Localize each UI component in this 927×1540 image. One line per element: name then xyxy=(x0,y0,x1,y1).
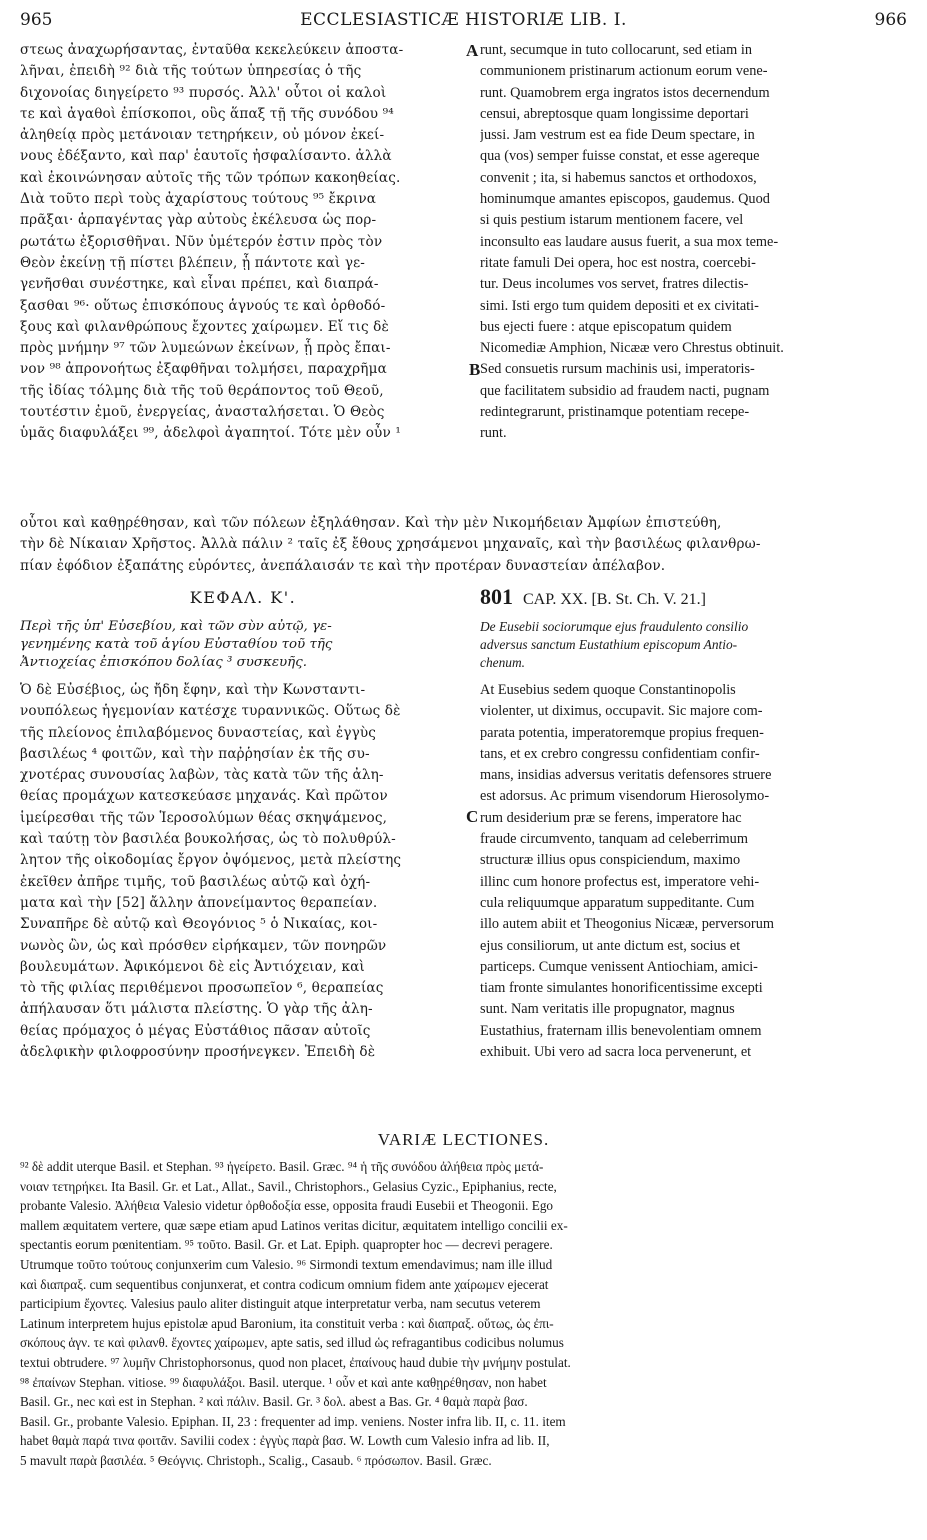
text-line: βασιλέως ⁴ φοιτῶν, καὶ τὴν παῤῥησίαν ἐκ τῆς συ- xyxy=(20,745,370,762)
text-line: ματα καὶ τὴν [52] ἄλλην ἀπονείμαντος θεραπείαν. xyxy=(20,894,378,911)
greek-column-top xyxy=(20,40,466,445)
text-line: sunt. Nam veritatis ille propugnator, magnus xyxy=(480,1001,735,1018)
text-line: τουτέστιν ἐμοῦ, ἐνεργείας, ἀνασταλήσεται. Ὁ Θεὸς xyxy=(20,404,385,421)
subtitle-line: adversus sanctum Eustathium episcopum Antio- xyxy=(480,637,738,652)
text-line: ἀληθείᾳ πρὸς μετάνοιαν τετηρήκειν, οὐ μόνον ἐκεί- xyxy=(20,127,385,144)
text-line: ejus consiliorum, ut ante dictum est, socius et xyxy=(480,937,741,954)
text-line: οὗτοι καὶ καθῃρέθησαν, καὶ τῶν πόλεων ἐξηλάθησαν. Καὶ τὴν μὲν Νικομήδειαν Ἀμφίων ἐπιστεύθη, xyxy=(20,515,722,531)
note-line: Basil. Gr., probante Valesio. Epiphan. II, 23 : frequenter ad imp. veniens. Noster infra lib. II, c. 11. item xyxy=(20,1413,566,1429)
text-line: convenit ; ita, si habemus sanctos et orthodoxos, xyxy=(480,169,757,186)
running-head xyxy=(20,10,907,34)
text-line: cula reliquumque apparatum suppeditante. Cum xyxy=(480,894,755,911)
text-line: jussi. Jam vestrum est ea fide Deum spectare, in xyxy=(480,127,755,144)
text-line: fraude circumvento, tanquam ad celeberrimum xyxy=(480,831,748,848)
text-line: Nicomediæ Amphion, Nicææ vero Chrestus obtinuit. xyxy=(480,340,784,357)
variae-lectiones-title: VARIÆ LECTIONES. xyxy=(377,1130,550,1149)
greek-chapter-subtitle xyxy=(20,618,466,672)
subtitle-line: Περὶ τῆς ὑπ' Εὐσεβίου, καὶ τῶν σὺν αὐτῷ, γε- xyxy=(20,619,332,634)
text-line: ρωτάτω ἐξορισθῆναι. Νῦν ὑμέτερόν ἐστιν πρὸς τὸν xyxy=(20,233,383,250)
latin-column-body xyxy=(480,680,908,1063)
note-line: textui obtrudere. ⁹⁷ λυμῆν Christophorsonus, quod non placet, ἐπαίνους haud dubie τὴν μνήμην postulat. xyxy=(20,1354,571,1370)
text-line: νους ἐδέξαντο, καὶ παρ' ἑαυτοῖς ἠσφαλίσαντο. ἀλλὰ xyxy=(20,148,392,165)
latin-chapter-heading xyxy=(480,584,908,610)
variae-lectiones-notes xyxy=(20,1157,910,1471)
margin-marker-b: B xyxy=(469,360,481,379)
text-line: χνοτέρας συνουσίας λαβὼν, τὰς κατὰ τῶν τῆς ἀλη- xyxy=(20,767,384,784)
note-line: participium ἔχοντες. Valesius paulo aliter distinguit atque interpretatur verba, nam secutus veterem xyxy=(20,1296,541,1312)
text-line: est adorsus. Ac primum visendorum Hierosolymo- xyxy=(480,788,770,805)
note-line: Utrumque τοῦτο τούτους conjunxerim cum Valesio. ⁹⁶ Sirmondi textum emendavimus; nam ille illud xyxy=(20,1256,553,1272)
greek-column-body xyxy=(20,680,466,1063)
text-line: rum desiderium præ se ferens, imperatore hac xyxy=(480,809,742,826)
text-line: Sed consuetis rursum machinis usi, imperatoris- xyxy=(480,361,755,378)
greek-chapter-heading: ΚΕΦΑΛ. Κ'. xyxy=(189,588,297,607)
text-line: τῆς πλείονος ἐπιλαβόμενος δυναστείας, καὶ ἐγγὺς xyxy=(20,724,377,741)
subtitle-line: chenum. xyxy=(480,655,525,670)
note-line: νοιαν τετηρήκει. Ita Basil. Gr. et Lat., Allat., Savil., Christophors., Gelasius Cyzic., Epiphanius, recte, xyxy=(20,1178,557,1194)
text-line: tans, et ex crebro congressu confidentiam confir- xyxy=(480,745,760,762)
text-line: inconsulto eas laudare ausus fuerit, a sua mox teme- xyxy=(480,233,779,250)
text-line: νον ⁹⁸ ἀπρονοήτως ἐξαφθῆναι τολμήσει, παραχρῆμα xyxy=(20,361,387,378)
text-line: νουπόλεως ἡγεμονίαν κατέσχε τυραννικῶς. Οὕτως δὲ xyxy=(20,703,401,720)
text-line: τῆς ἰδίας τόλμης διὰ τῆς τοῦ θεράποντος τοῦ Θεοῦ, xyxy=(20,382,384,399)
text-line: runt. xyxy=(480,425,507,442)
text-line: βουλευμάτων. Ἀφικόμενοι δὲ εἰς Ἀντιόχειαν, καὶ xyxy=(20,958,365,975)
text-line: runt, secumque in tuto collocarunt, sed etiam in xyxy=(480,42,752,58)
note-line: spectantis eorum pœnitentiam. ⁹⁵ τοῦτο. Basil. Gr. et Lat. Epiph. quapropter hoc — decrevi peragere. xyxy=(20,1237,553,1253)
note-line: 5 mavult παρὰ βασιλέα. ⁵ Θεόγνις. Christoph., Scalig., Casaub. ⁶ πρόσωπον. Basil. Græc. xyxy=(20,1452,492,1468)
text-line: Ὁ δὲ Εὐσέβιος, ὡς ἤδη ἔφην, καὶ τὴν Κωνσταντι- xyxy=(20,682,366,698)
text-line: structuræ illius opus conspiciendum, maximo xyxy=(480,852,741,869)
text-line: λῆναι, ἐπειδὴ ⁹² διὰ τῆς τούτων ὑπηρεσίας ὁ τῆς xyxy=(20,63,362,80)
text-line: ξασθαι ⁹⁶· οὕτως ἐπισκόπους ἁγνούς τε καὶ ὀρθοδό- xyxy=(20,297,386,314)
note-line: mallem æquitatem vertere, quæ sæpe etiam apud Latinos veritas dicitur, æquitatem intelligo concilii ex- xyxy=(20,1217,568,1233)
text-line: τὴν δὲ Νίκαιαν Χρῆστος. Ἀλλὰ πάλιν ² ταῖς ἐξ ἔθους χρησάμενοι μηχαναῖς, καὶ τὴν βασιλέως φιλανθρω- xyxy=(20,536,761,553)
text-line: violenter, ut diximus, occupavit. Sic majore com- xyxy=(480,703,763,720)
text-line: πίαν ἐφόδιον ἐξαπάτης εὑρόντες, ἀνεπάλαισάν τε καὶ τὴν προτέραν δυναστείαν ἀπέλαβον. xyxy=(20,557,666,574)
text-line: exhibuit. Ubi vero ad sacra loca pervenerunt, et xyxy=(480,1044,752,1061)
text-line: hominumque amantes episcopos, gaudemus. Quod xyxy=(480,191,770,208)
text-line: illinc cum honore profectus est, imperatore vehi- xyxy=(480,873,760,890)
text-line: tur. Deus incolumes vos servet, fratres dilectis- xyxy=(480,276,749,293)
text-line: simi. Isti ergo tum quidem depositi et ex civitati- xyxy=(480,297,759,314)
text-line: Θεὸν ἐκείνῃ τῇ πίστει βλέπειν, ᾗ πάντοτε καὶ γε- xyxy=(20,254,366,271)
text-line: parata potentia, imperatoremque propius frequen- xyxy=(480,724,764,741)
text-line: At Eusebius sedem quoque Constantinopolis xyxy=(480,682,736,698)
running-title: ECCLESIASTICÆ HISTORIÆ LIB. I. xyxy=(300,10,627,30)
text-line: ἱμείρεσθαι τῆς τῶν Ἱεροσολύμων θέας σκηψάμενος, xyxy=(20,809,388,826)
note-line: Latinum interpretem hujus epistolæ apud Baronium, ita constituit verba : καὶ διαπραξ. οὕτως, ὡς ἐπι- xyxy=(20,1315,554,1331)
note-line: καὶ διαπραξ. cum sequentibus conjunxerat, et contra codicum omnium fidem ante χαίρωμεν ejecerat xyxy=(20,1276,549,1292)
margin-marker-c: C xyxy=(466,807,479,826)
greek-full-width-text xyxy=(20,513,910,577)
text-line: censui, abreptosque quam longissime deportari xyxy=(480,105,749,122)
latin-chapter-subtitle xyxy=(480,618,908,672)
text-line: redintegrarunt, pristinamque potentiam recepe- xyxy=(480,404,750,421)
text-line: illo autem abiit et Theogonius Nicææ, perversorum xyxy=(480,916,774,933)
note-line: σκόπους ἁγν. τε καὶ φιλανθ. ἔχοντες χαίρωμεν, apte satis, sed illud ὡς refragantibus codicibus nolumus xyxy=(20,1335,564,1351)
note-line: Basil. Gr., nec καὶ est in Stephan. ² καὶ πάλιν. Basil. Gr. ³ δολ. abest a Bas. Gr. ⁴ θαμὰ παρὰ βασ. xyxy=(20,1394,528,1410)
latin-column-top xyxy=(480,40,908,445)
text-line: ἀδελφικὴν φιλοφροσύνην προσήνεγκεν. Ἐπειδὴ δὲ xyxy=(20,1044,376,1061)
text-line: διχονοίας διηγείρετο ⁹³ πυρσός. Ἀλλ' οὗτοι οἱ καλοὶ xyxy=(20,84,387,101)
latin-chapter-label: CAP. XX. [B. St. Ch. V. 21.] xyxy=(523,591,707,608)
note-line: habet θαμὰ παρά τινα φοιτᾶν. Savilii codex : ἐγγὺς παρὰ βασ. W. Lowth cum Valesio infra ad lib. II, xyxy=(20,1433,550,1449)
text-line: qua (vos) semper fuisse constat, et esse agereque xyxy=(480,148,760,165)
note-line: probante Valesio. Ἀλήθεια Valesio videtur ὀρθοδοξία esse, opposita fraudi Eusebii et Theogonii. Ego xyxy=(20,1198,554,1214)
text-line: ἀπήλαυσαν ὅτι μάλιστα πλείστης. Ὁ γὰρ τῆς ἀλη- xyxy=(20,1001,373,1018)
text-line: καὶ ἐκοινώνησαν αὐτοῖς τῆς τῶν τρόπων κακοηθείας. xyxy=(20,169,401,186)
text-line: πρᾶξαι· ἁρπαγέντας γὰρ αὐτοὺς ἐκέλευσα ὡς πορ- xyxy=(20,212,377,229)
text-line: νωνὸς ὢν, ὡς καὶ πρόσθεν εἰρήκαμεν, τῶν πονηρῶν xyxy=(20,937,387,954)
text-line: πρὸς μνήμην ⁹⁷ τῶν λυμεώνων ἐκείνων, ᾗ πρὸς ἔπαι- xyxy=(20,340,391,357)
text-line: si quis pestium istarum mentionem facere, vel xyxy=(480,212,744,229)
text-line: τε καὶ ἀγαθοὶ ἐπίσκοποι, οὓς ἅπαξ τῇ τῆς συνόδου ⁹⁴ xyxy=(20,105,394,122)
page-number-left: 965 xyxy=(20,10,53,30)
text-line: ritate famuli Dei opera, hoc est nostra, coercebi- xyxy=(480,254,756,271)
text-line: mans, insidias adversus veritatis defensores struere xyxy=(480,767,772,784)
subtitle-line: Ἀντιοχείας ἐπισκόπου δολίας ³ συσκευῆς. xyxy=(20,655,307,670)
text-line: ὑμᾶς διαφυλάξει ⁹⁹, ἀδελφοὶ ἀγαπητοί. Τότε μὲν οὖν ¹ xyxy=(20,425,401,442)
text-line: θείας πρόμαχος ὁ μέγας Εὐστάθιος πᾶσαν αὐτοῖς xyxy=(20,1022,371,1039)
text-line: communionem pristinarum actionum eorum vene- xyxy=(480,63,768,80)
text-line: ξους καὶ φιλανθρώπους ἔχοντες χαίρωμεν. Εἴ τις δὲ xyxy=(20,318,389,335)
text-line: Συναπῆρε δὲ αὐτῷ καὶ Θεογόνιος ⁵ ὁ Νικαίας, κοι- xyxy=(20,916,378,933)
text-line: tiam fronte simulantes honorificentissime excepti xyxy=(480,980,763,997)
text-line: τὸ τῆς φιλίας περιθέμενοι προσωπεῖον ⁶, θεραπείας xyxy=(20,980,384,997)
note-line: ⁹² δὲ addit uterque Basil. et Stephan. ⁹³ ἠγείρετο. Basil. Græc. ⁹⁴ ἡ τῆς συνόδου ἀλήθεια πρὸς μετά- xyxy=(20,1159,544,1174)
text-line: runt. Quamobrem erga ingratos istos decernendum xyxy=(480,84,770,101)
note-line: ⁹⁸ ἐπαίνων Stephan. vitiose. ⁹⁹ διαφυλάξοι. Basil. uterque. ¹ οὖν et καὶ ante καθῃρέθησαν, non habet xyxy=(20,1374,547,1390)
page-number-right: 966 xyxy=(874,10,907,30)
subtitle-line: γενημένης κατὰ τοῦ ἁγίου Εὐσταθίου τοῦ τῆς xyxy=(20,637,333,652)
text-line: καὶ ταύτῃ τὸν βασιλέα βουκολήσας, ὡς τὸ πολυθρύλ- xyxy=(20,831,396,848)
margin-marker-a: A xyxy=(466,41,479,60)
text-line: Eustathius, fraternam illis benevolentiam omnem xyxy=(480,1022,762,1039)
text-line: ἐκεῖθεν ἀπῆρε τιμῆς, τοῦ βασιλέως αὐτῷ καὶ ὀχή- xyxy=(20,873,371,890)
text-line: particeps. Cumque venissent Antiochiam, amici- xyxy=(480,958,758,975)
text-line: que facilitatem subsidio ad fraudem nacti, pugnam xyxy=(480,382,770,399)
text-line: λητον τῆς οἰκοδομίας ἔργον ὀψόμενος, μετὰ πλείστης xyxy=(20,852,402,869)
text-line: στεως ἀναχωρήσαντας, ἐνταῦθα κεκελεύκειν ἀποστα- xyxy=(20,42,404,58)
text-line: Διὰ τοῦτο περὶ τοὺς ἀχαρίστους τούτους ⁹⁵ ἔκρινα xyxy=(20,191,377,208)
column-number: 801 xyxy=(480,584,513,609)
text-line: θείας προμάχων κατεσκεύασε μηχανάς. Καὶ πρῶτον xyxy=(20,788,388,805)
subtitle-line: De Eusebii sociorumque ejus fraudulento consilio xyxy=(480,619,749,634)
text-line: γενῆσθαι συνέστηκε, καὶ εἶναι πρέπει, καὶ διαπρά- xyxy=(20,276,379,293)
text-line: bus ejecti fuere : atque episcopatum quidem xyxy=(480,318,732,335)
